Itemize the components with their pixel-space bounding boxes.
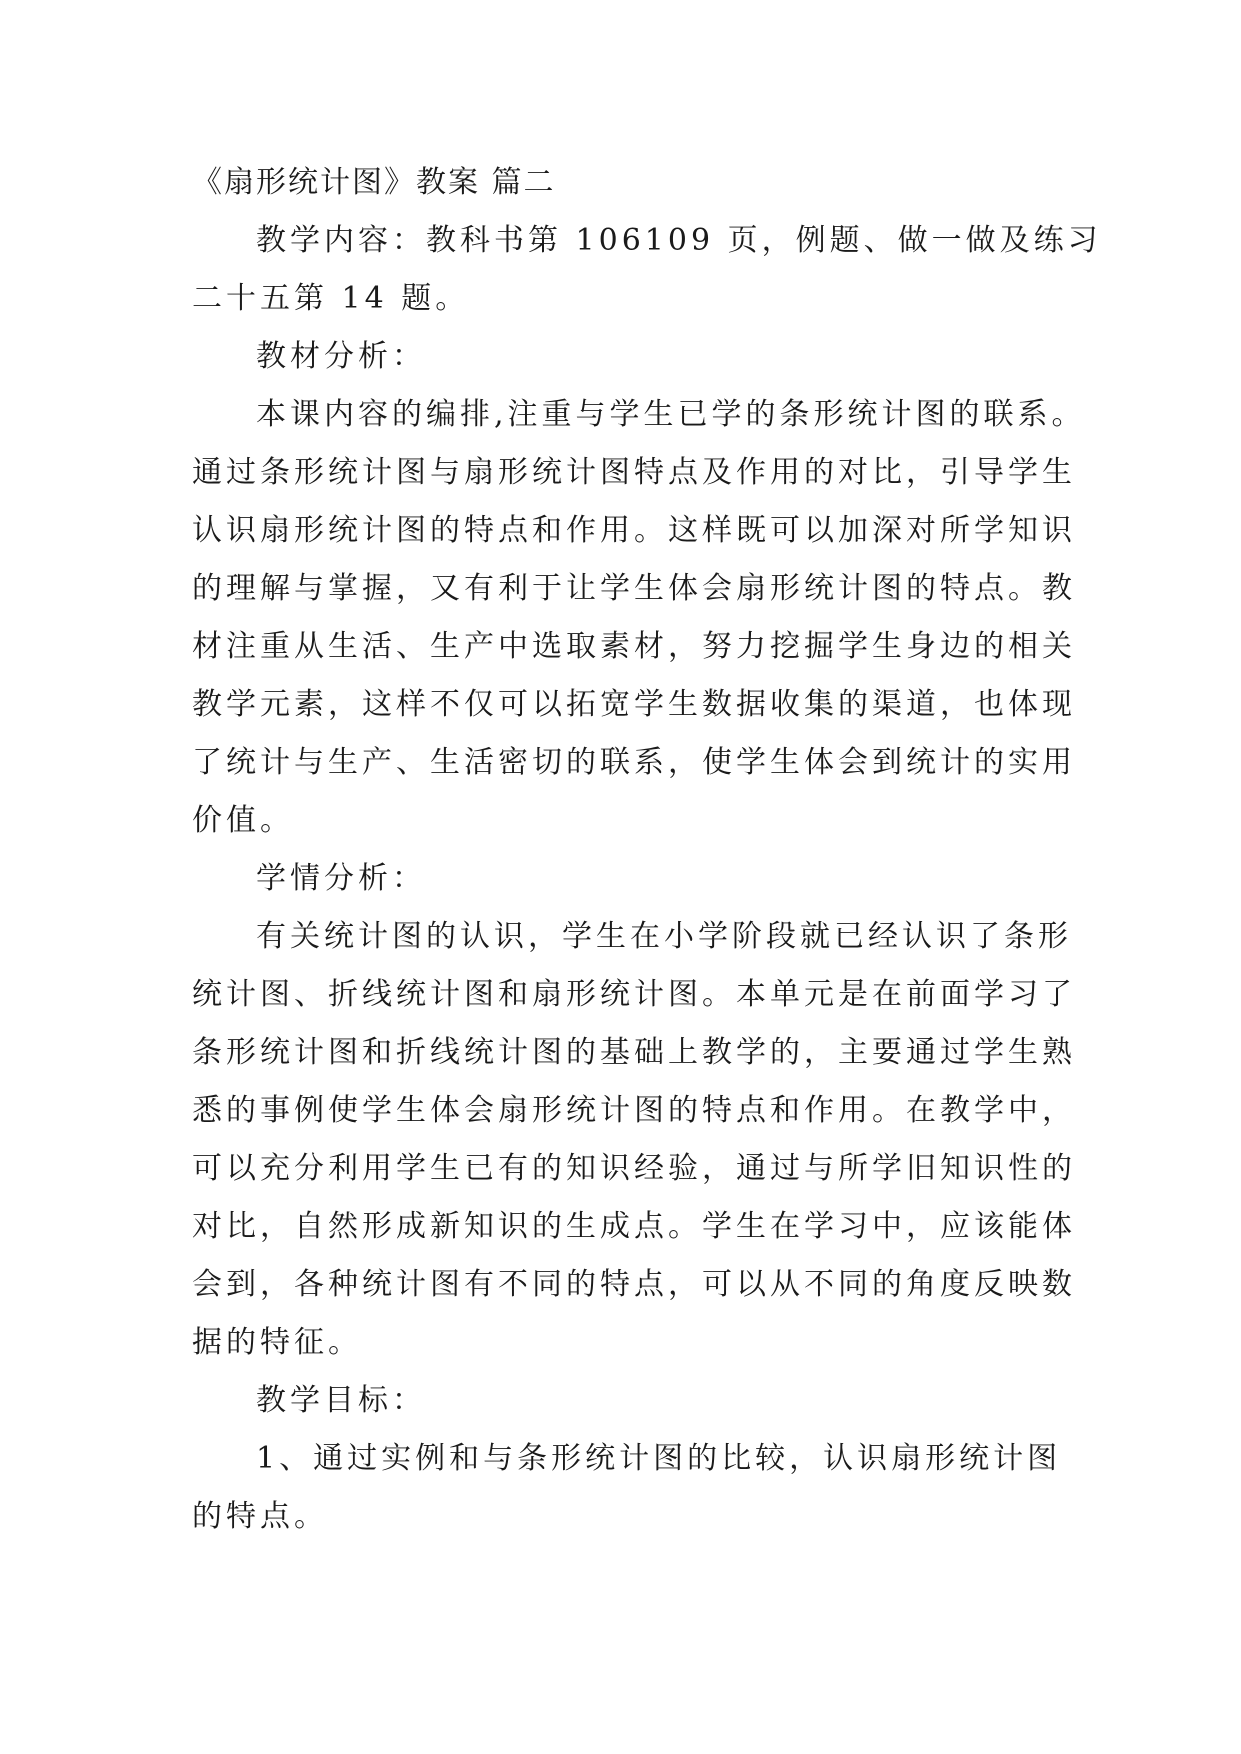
text-line: 通过条形统计图与扇形统计图特点及作用的对比，引导学生: [192, 455, 1076, 490]
text-line: 教学内容：教科书第 106109 页，例题、做一做及练习: [256, 223, 1102, 258]
document-page: [192, 154, 1102, 1546]
text-line: 二十五第 14 题。: [192, 281, 470, 316]
text-line: 材注重从生活、生产中选取素材，努力挖掘学生身边的相关: [192, 629, 1076, 664]
text-line: 教学元素，这样不仅可以拓宽学生数据收集的渠道，也体现: [192, 687, 1076, 722]
section-heading: 教材分析：: [256, 339, 426, 374]
text-line: 了统计与生产、生活密切的联系，使学生体会到统计的实用: [192, 745, 1076, 780]
text-line: 价值。: [192, 803, 294, 838]
document-title: 《扇形统计图》教案 篇二: [192, 165, 556, 200]
text-line: 可以充分利用学生已有的知识经验，通过与所学旧知识性的: [192, 1151, 1076, 1186]
text-line: 本课内容的编排,注重与学生已学的条形统计图的联系。: [256, 397, 1086, 432]
text-line: 据的特征。: [192, 1325, 362, 1360]
text-line: 有关统计图的认识，学生在小学阶段就已经认识了条形: [256, 919, 1072, 954]
text-line: 认识扇形统计图的特点和作用。这样既可以加深对所学知识: [192, 513, 1076, 548]
text-line: 条形统计图和折线统计图的基础上教学的，主要通过学生熟: [192, 1035, 1076, 1070]
text-line: 悉的事例使学生体会扇形统计图的特点和作用。在教学中，: [192, 1093, 1076, 1128]
section-heading: 教学目标：: [256, 1383, 426, 1418]
text-line: 会到，各种统计图有不同的特点，可以从不同的角度反映数: [192, 1267, 1076, 1302]
text-line: 的特点。: [192, 1499, 328, 1534]
text-line: 统计图、折线统计图和扇形统计图。本单元是在前面学习了: [192, 977, 1076, 1012]
text-line: 1、通过实例和与条形统计图的比较，认识扇形统计图: [256, 1441, 1062, 1476]
section-heading: 学情分析：: [256, 861, 426, 896]
text-line: 对比，自然形成新知识的生成点。学生在学习中，应该能体: [192, 1209, 1076, 1244]
text-line: 的理解与掌握，又有利于让学生体会扇形统计图的特点。教: [192, 571, 1076, 606]
